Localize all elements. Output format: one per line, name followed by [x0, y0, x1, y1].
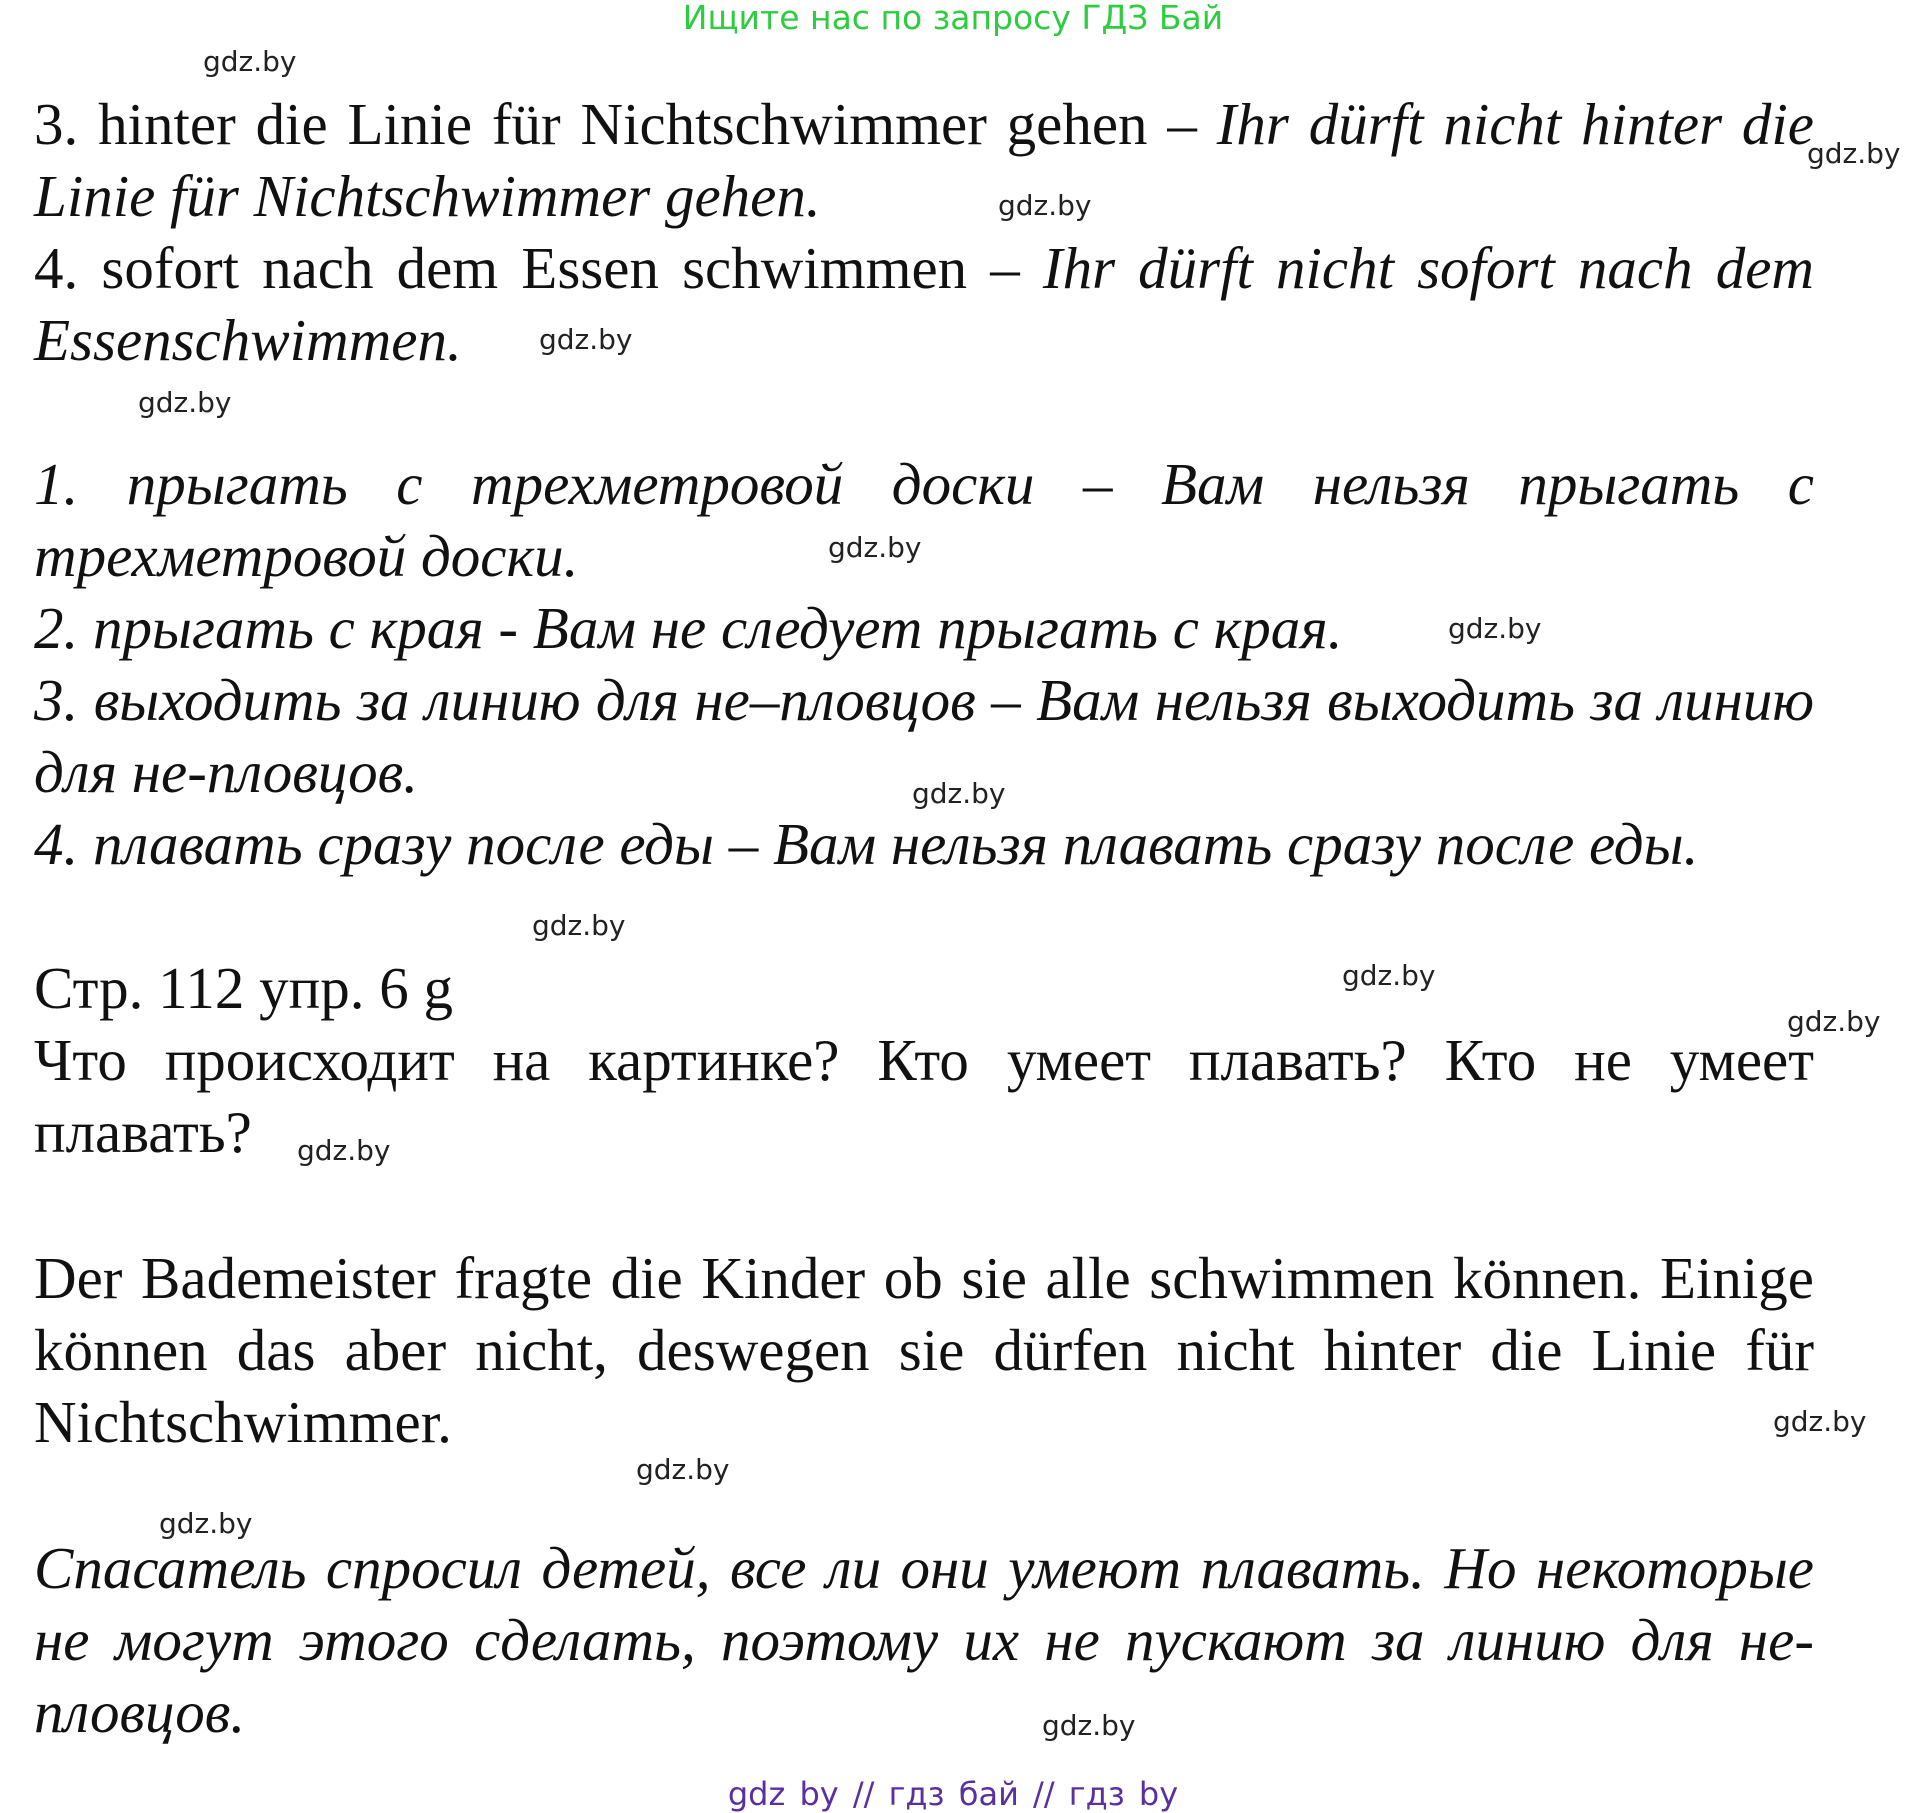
exercise-question: Что происходит на картинке? Кто умеет плавать? Кто не умеет плавать? [34, 1027, 1814, 1165]
answer-ru-text: Спасатель спросил детей, все ли они умеют плавать. Но некоторые не могут этого сделать, поэтому их не пускают за линию для не-пловцов. [34, 1535, 1814, 1745]
search-banner[interactable]: Ищите нас по запросу ГДЗ Бай [682, 0, 1224, 37]
watermark: gdz.by [532, 909, 626, 942]
watermark: gdz.by [539, 323, 633, 356]
answer-de-block [34, 1242, 1814, 1458]
watermark: gdz.by [1342, 959, 1436, 992]
watermark: gdz.by [828, 531, 922, 564]
watermark: gdz.by [1448, 612, 1542, 645]
german-rule-4-prompt: 4. sofort nach dem Essen schwimmen – [34, 235, 1020, 301]
german-rules-block [34, 88, 1814, 376]
russian-rules-block [34, 448, 1814, 880]
watermark: gdz.by [1042, 1709, 1136, 1742]
watermark: gdz.by [297, 1134, 391, 1167]
watermark: gdz.by [1807, 137, 1901, 170]
watermark: gdz.by [912, 777, 1006, 810]
watermark: gdz.by [138, 386, 232, 419]
answer-ru-block [34, 1532, 1814, 1748]
german-rule-4 [34, 232, 1814, 376]
watermark: gdz.by [1787, 1005, 1881, 1038]
watermark: gdz.by [159, 1507, 253, 1540]
german-rule-3 [34, 88, 1814, 232]
exercise-heading: Стр. 112 упр. 6 g [34, 955, 453, 1021]
footer-links[interactable]: gdz by // гдз бай // гдз by [727, 1775, 1179, 1813]
german-rule-4-answer: Ihr dürft nicht sofort nach dem Essenschwimmen. [34, 235, 1814, 373]
german-rule-3-answer: Ihr dürft nicht hinter die Linie für Nichtschwimmer gehen. [34, 91, 1814, 229]
watermark: gdz.by [1773, 1405, 1867, 1438]
answer-de-text: Der Bademeister fragte die Kinder ob sie alle schwimmen können. Einige können das aber nicht, deswegen sie dürfen nicht hinter die Linie für Nichtschwimmer. [34, 1245, 1814, 1455]
watermark: gdz.by [636, 1453, 730, 1486]
russian-rule-1: 1. прыгать с трехметровой доски – Вам нельзя прыгать с трехметровой доски. [34, 451, 1814, 589]
russian-rule-3: 3. выходить за линию для не–пловцов – Вам нельзя выходить за линию для не-пловцов. [34, 667, 1814, 805]
russian-rule-2: 2. прыгать с края - Вам не следует прыгать с края. [34, 595, 1343, 661]
watermark: gdz.by [998, 189, 1092, 222]
watermark: gdz.by [203, 45, 297, 78]
russian-rule-4: 4. плавать сразу после еды – Вам нельзя плавать сразу после еды. [34, 811, 1699, 877]
german-rule-3-prompt: 3. hinter die Linie für Nichtschwimmer gehen – [34, 91, 1197, 157]
